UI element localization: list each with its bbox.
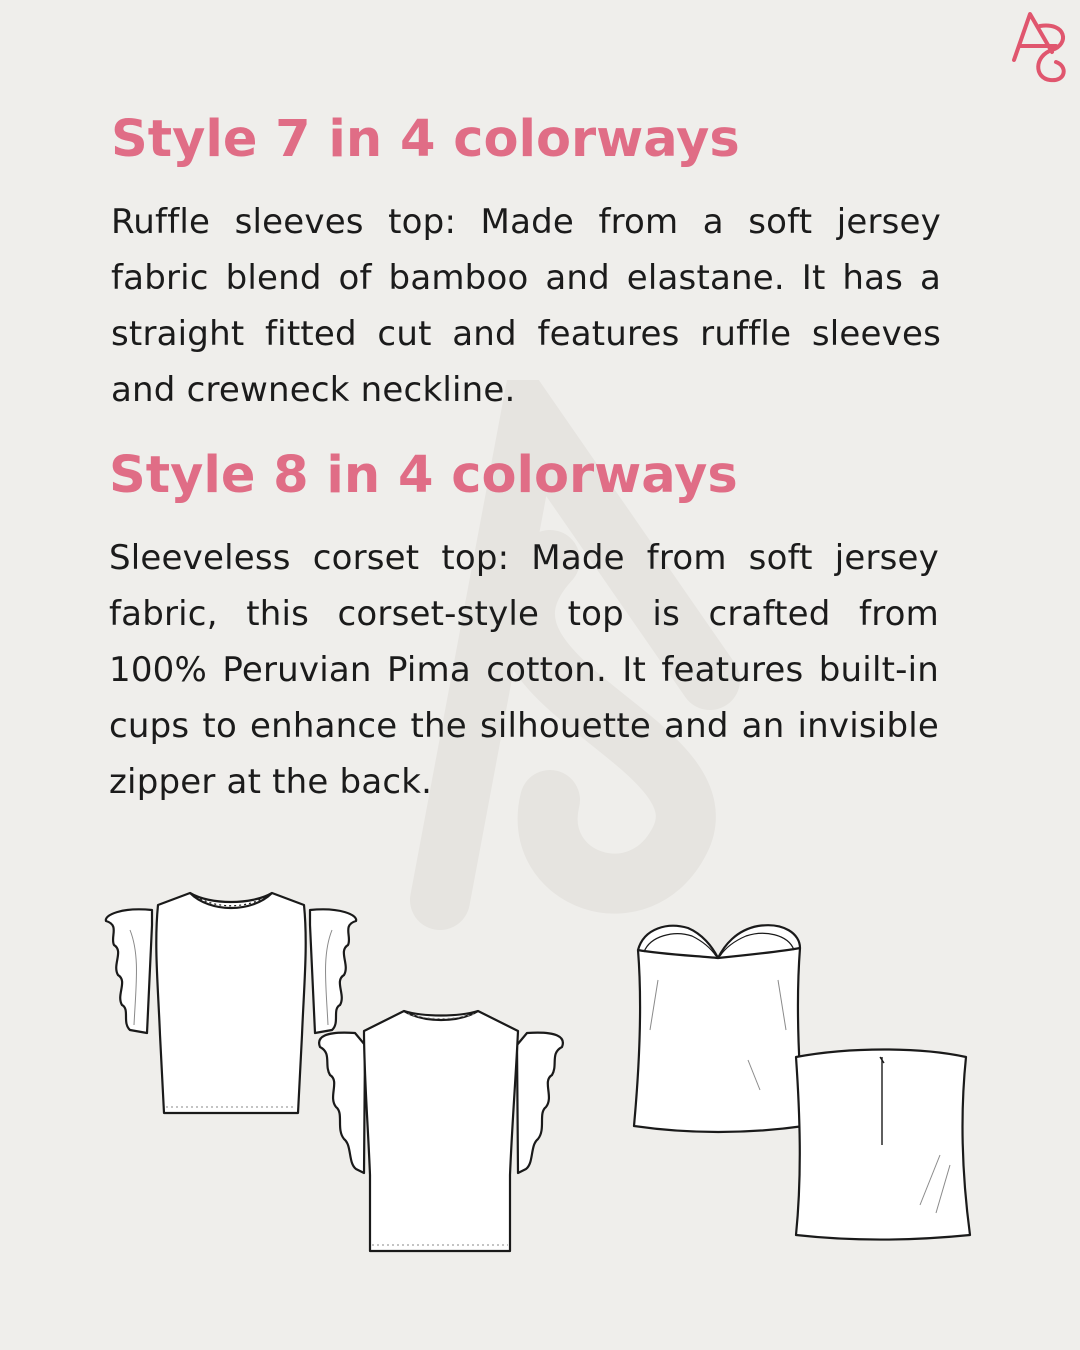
corset-top-front-sketch-icon [628,920,808,1138]
brand-logo-icon [1008,8,1074,88]
section-title-style-8: Style 8 in 4 colorways [109,446,738,505]
ruffle-top-back-sketch-icon [312,1005,570,1255]
section-description-style-8: Sleeveless corset top: Made from soft jersey fabric, this corset-style top is crafted from 100% Peruvian Pima cotton. It features built-in cups to enhance the silhouette and an invisible zipper at the back. [109,538,939,802]
corset-top-back-sketch-icon [790,1045,975,1243]
section-title-style-7: Style 7 in 4 colorways [111,110,740,169]
section-description-style-7: Ruffle sleeves top: Made from a soft jersey fabric blend of bamboo and elastane. It has a straight fitted cut and features ruffle sleeves and crewneck neckline. [111,202,941,410]
